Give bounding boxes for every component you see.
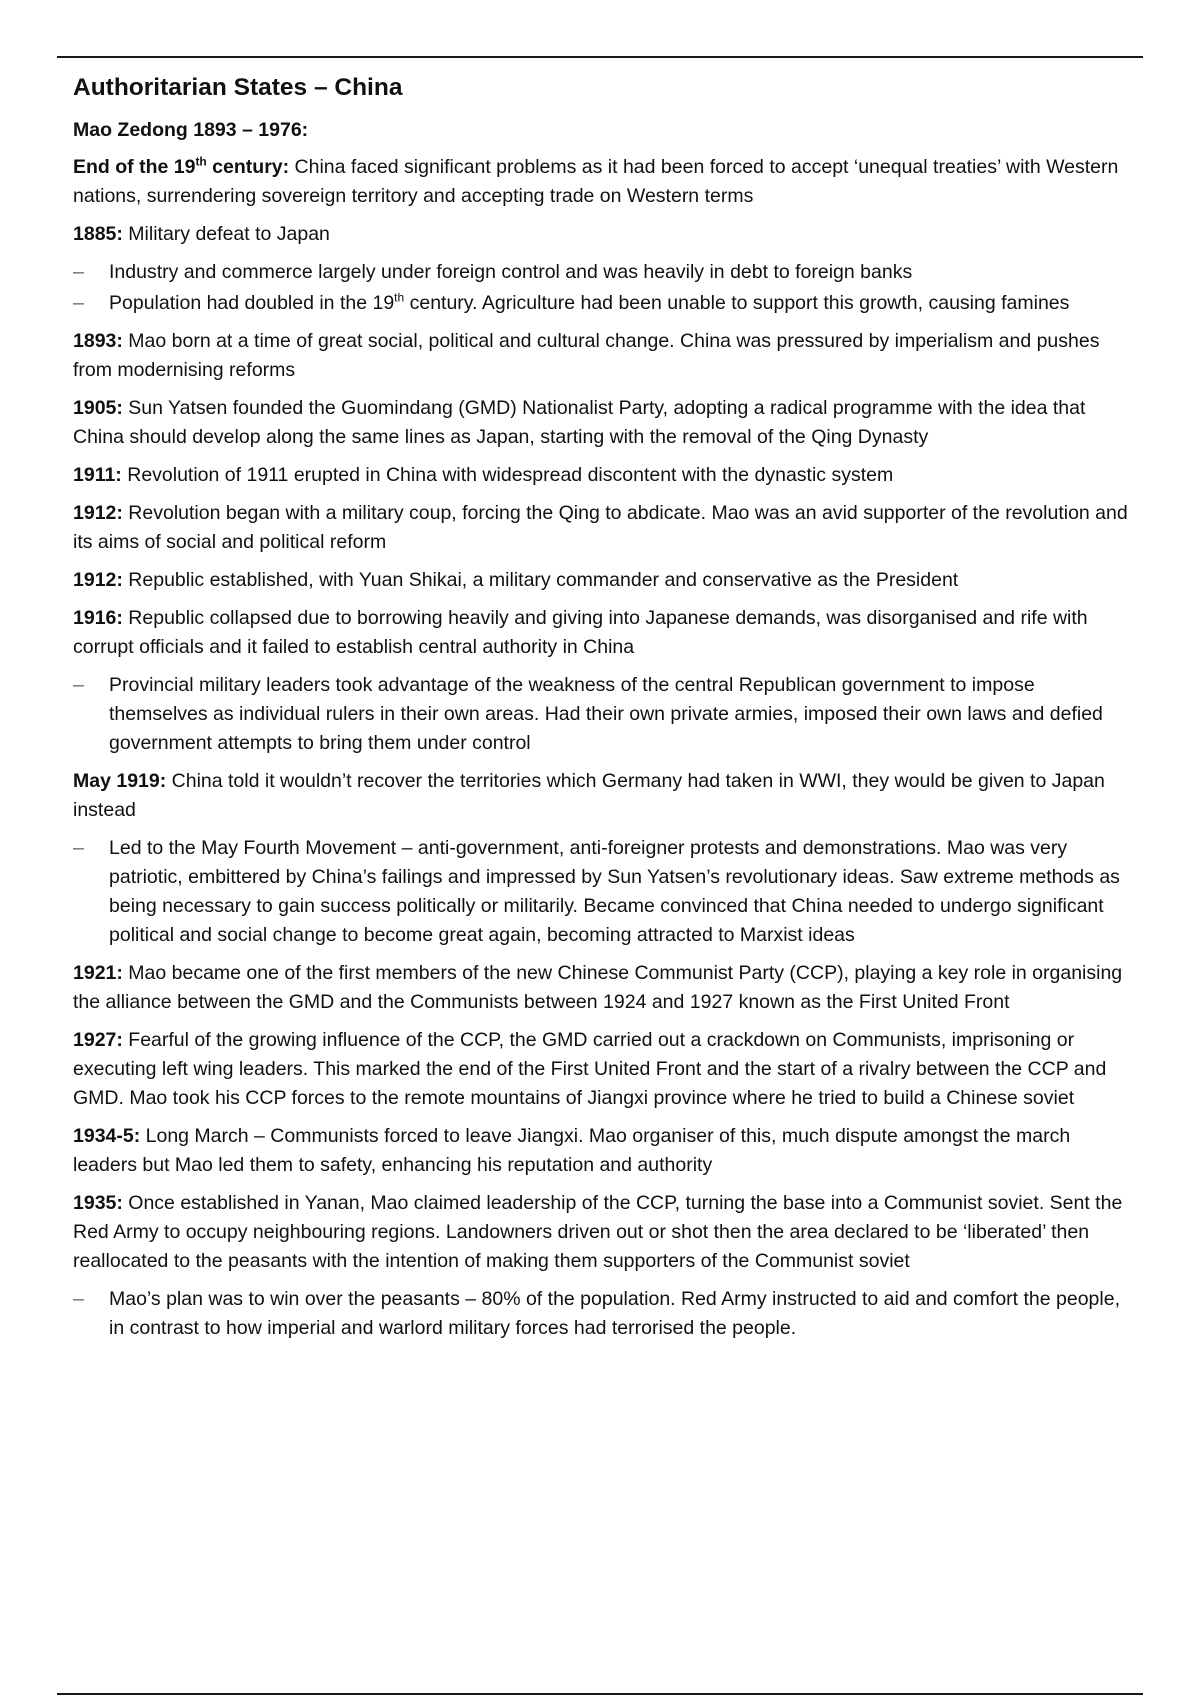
entry-text: China told it wouldn’t recover the territories which Germany had taken in WWI, they would be given to Japan instead [73,770,1105,822]
entry-label: 1912: [73,569,123,592]
timeline-entry [73,153,1133,211]
timeline-entry [73,604,1133,662]
timeline-entry [73,327,1133,385]
entry-text: Long March – Communists forced to leave Jiangxi. Mao organiser of this, much dispute amongst the march leaders but Mao led them to safety, enhancing his reputation and authority [73,1125,1071,1177]
bullet-list [73,671,1133,758]
entry-text: Fearful of the growing influence of the CCP, the GMD carried out a crackdown on Communists, imprisoning or executing left wing leaders. This marked the end of the First United Front and the start of a rivalry between the CCP and GMD. Mao took his CCP forces to the remote mountains of Jiangxi province where he tried to build a Chinese soviet [73,1029,1107,1110]
timeline-entry [73,1122,1133,1180]
entry-text: Republic collapsed due to borrowing heavily and giving into Japanese demands, was disorganised and rife with corrupt officials and it failed to establish central authority in China [73,607,1088,659]
entry-label: 1905: [73,397,123,420]
list-item: – Mao’s plan was to win over the peasants – 80% of the population. Red Army instructed to aid and comfort the people, in contrast to how imperial and warlord military forces had terrorised the people. [73,1285,1133,1343]
timeline-entry [73,1026,1133,1113]
entry-text: Military defeat to Japan [122,223,330,246]
timeline-entry [73,1189,1133,1276]
timeline-entry [73,566,1133,595]
list-item: – Led to the May Fourth Movement – anti-government, anti-foreigner protests and demonstrations. Mao was very patriotic, embittered by China’s failings and impressed by Sun Yatsen’s revolutionary ideas. Saw extreme methods as being necessary to gain success politically or militarily. Became convinced that China needed to undergo significant political and social change to become great again, becoming attracted to Marxist ideas [73,834,1133,950]
list-item: – Industry and commerce largely under foreign control and was heavily in debt to foreign banks [73,258,1133,287]
entry-text: Revolution of 1911 erupted in China with widespread discontent with the dynastic system [121,464,894,487]
bullet-dash: – [73,837,84,860]
entry-text: China faced significant problems as it had been forced to accept ‘unequal treaties’ with Western nations, surrendering sovereign territory and accepting trade on Western terms [73,156,1119,208]
bullet-list [73,1285,1133,1343]
entry-label: 1912: [73,502,123,525]
entry-label: 1935: [73,1192,123,1215]
entry-label: 1911: [73,464,122,487]
entry-text: Revolution began with a military coup, forcing the Qing to abdicate. Mao was an avid supporter of the revolution and its aims of social and political reform [73,502,1128,554]
entry-label: May 1919: [73,770,167,793]
entry-label: 1893: [73,330,123,353]
timeline-entry [73,767,1133,825]
list-item: – Provincial military leaders took advantage of the weakness of the central Republican government to impose themselves as individual rulers in their own areas. Had their own private armies, imposed their own laws and defied government attempts to bring them under control [73,671,1133,758]
entry-label: 1885: [73,223,123,246]
document-body [73,72,1133,1352]
bullet-list [73,258,1133,318]
list-item: – Population had doubled in the 19th century. Agriculture had been unable to support this growth, causing famines [73,289,1133,318]
entry-text: Mao became one of the first members of the new Chinese Communist Party (CCP), playing a key role in organising the alliance between the GMD and the Communists between 1924 and 1927 known as the First United Front [73,962,1123,1014]
timeline-entry [73,959,1133,1017]
timeline-entry [73,461,1133,490]
entry-label: 1927: [73,1029,123,1052]
bullet-dash: – [73,674,84,697]
page-title: Authoritarian States – China [73,74,403,101]
bullet-dash: – [73,1288,84,1311]
footer-rule [57,1693,1143,1695]
timeline-entry [73,220,1133,249]
entry-text: Republic established, with Yuan Shikai, a military commander and conservative as the President [122,569,959,592]
entry-text: Once established in Yanan, Mao claimed leadership of the CCP, turning the base into a Communist soviet. Sent the Red Army to occupy neighbouring regions. Landowners driven out or shot then the area declared to be ‘liberated’ then reallocated to the peasants with the intention of making them supporters of the Communist soviet [73,1192,1123,1273]
entry-label: 1934-5: [73,1125,141,1148]
bullet-list [73,834,1133,950]
entry-text: Mao born at a time of great social, political and cultural change. China was pressured by imperialism and pushes from modernising reforms [73,330,1100,382]
timeline-entry [73,499,1133,557]
entry-text: Sun Yatsen founded the Guomindang (GMD) Nationalist Party, adopting a radical programme with the idea that China should develop along the same lines as Japan, starting with the removal of the Qing Dynasty [73,397,1086,449]
entry-label: End of the 19th century: [73,154,290,179]
bullet-dash: – [73,261,84,284]
bullet-dash: – [73,292,84,315]
page-subtitle: Mao Zedong 1893 – 1976: [73,118,309,141]
entry-label: 1916: [73,607,123,630]
header-rule [57,56,1143,58]
timeline-entry [73,394,1133,452]
entry-label: 1921: [73,962,123,985]
